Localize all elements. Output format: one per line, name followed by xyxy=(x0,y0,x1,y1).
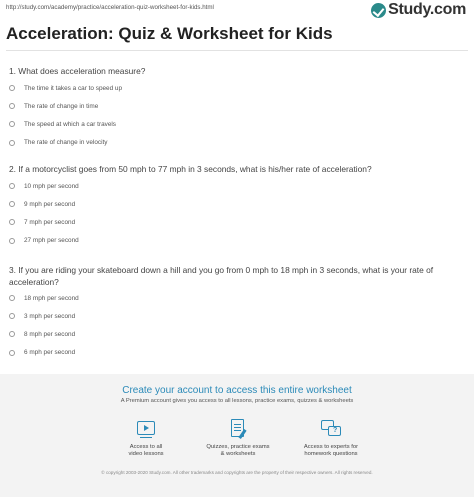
radio-icon[interactable] xyxy=(9,238,15,244)
option[interactable] xyxy=(9,213,79,231)
option[interactable] xyxy=(9,115,122,133)
option[interactable] xyxy=(9,344,79,362)
feature-experts xyxy=(286,418,376,458)
option[interactable] xyxy=(9,97,122,115)
option-label: The speed at which a car travels xyxy=(24,120,116,128)
option-label: The rate of change in time xyxy=(24,102,99,110)
option[interactable] xyxy=(9,79,122,97)
option-label: 8 mph per second xyxy=(24,330,76,338)
promo-heading[interactable]: Create your account to access this entire worksheet xyxy=(122,385,352,396)
option-label: The time it takes a car to speed up xyxy=(24,84,123,92)
copyright-notice: © copyright 2003-2020 Study.com. All other trademarks and copyrights are the property of their respective owners. All rights reserved. xyxy=(101,470,373,475)
option-label: 27 mph per second xyxy=(24,237,79,245)
radio-icon[interactable] xyxy=(9,295,15,301)
question-3-options xyxy=(9,289,79,362)
option-label: 9 mph per second xyxy=(24,200,76,208)
logo-check-icon xyxy=(371,3,386,18)
radio-icon[interactable] xyxy=(9,85,15,91)
radio-icon[interactable] xyxy=(9,201,15,207)
option[interactable] xyxy=(9,307,79,325)
option-label: 6 mph per second xyxy=(24,349,76,357)
expert-questions-icon: ? xyxy=(320,418,342,440)
option[interactable] xyxy=(9,232,79,250)
radio-icon[interactable] xyxy=(9,103,15,109)
study-logo[interactable] xyxy=(371,1,466,19)
radio-icon[interactable] xyxy=(9,183,15,189)
option-label: 18 mph per second xyxy=(24,294,79,302)
top-bar xyxy=(0,0,474,20)
title-divider xyxy=(6,50,468,51)
option[interactable] xyxy=(9,177,79,195)
option-label: The rate of change in velocity xyxy=(24,139,108,147)
video-lesson-icon xyxy=(135,418,157,440)
radio-icon[interactable] xyxy=(9,313,15,319)
question-2-options xyxy=(9,177,79,250)
question-2-text: 2. If a motorcyclist goes from 50 mph to 77 mph in 3 seconds, what is his/her rate of acceleration? xyxy=(9,164,372,174)
premium-promo xyxy=(0,374,474,497)
radio-icon[interactable] xyxy=(9,121,15,127)
radio-icon[interactable] xyxy=(9,140,15,146)
feature-video-lessons xyxy=(101,418,191,458)
option-label: 3 mph per second xyxy=(24,312,76,320)
feature-label: Quizzes, practice exams & worksheets xyxy=(206,444,270,457)
feature-quizzes xyxy=(193,418,283,458)
radio-icon[interactable] xyxy=(9,331,15,337)
question-1-text: 1. What does acceleration measure? xyxy=(9,66,146,76)
option[interactable] xyxy=(9,195,79,213)
feature-label: Access to all video lessons xyxy=(128,444,164,457)
option[interactable] xyxy=(9,289,79,307)
option-label: 7 mph per second xyxy=(24,218,76,226)
radio-icon[interactable] xyxy=(9,219,15,225)
option-label: 10 mph per second xyxy=(24,182,79,190)
radio-icon[interactable] xyxy=(9,350,15,356)
question-3-text: 3. If you are riding your skateboard down a hill and you go from 0 mph to 18 mph in 3 seconds, what is your rate of acceleration? xyxy=(9,265,434,287)
option[interactable] xyxy=(9,134,122,152)
question-1-options xyxy=(9,79,122,152)
feature-label: Access to experts for homework questions xyxy=(303,444,359,457)
page-url: http://study.com/academy/practice/acceleration-quiz-worksheet-for-kids.html xyxy=(6,4,214,11)
quiz-worksheet-icon xyxy=(227,418,249,440)
logo-text: Study.com xyxy=(388,1,466,18)
option[interactable] xyxy=(9,325,79,343)
page-title: Acceleration: Quiz & Worksheet for Kids xyxy=(6,24,333,43)
promo-subheading: A Premium account gives you access to all lessons, practice exams, quizzes & worksheets xyxy=(120,398,354,404)
